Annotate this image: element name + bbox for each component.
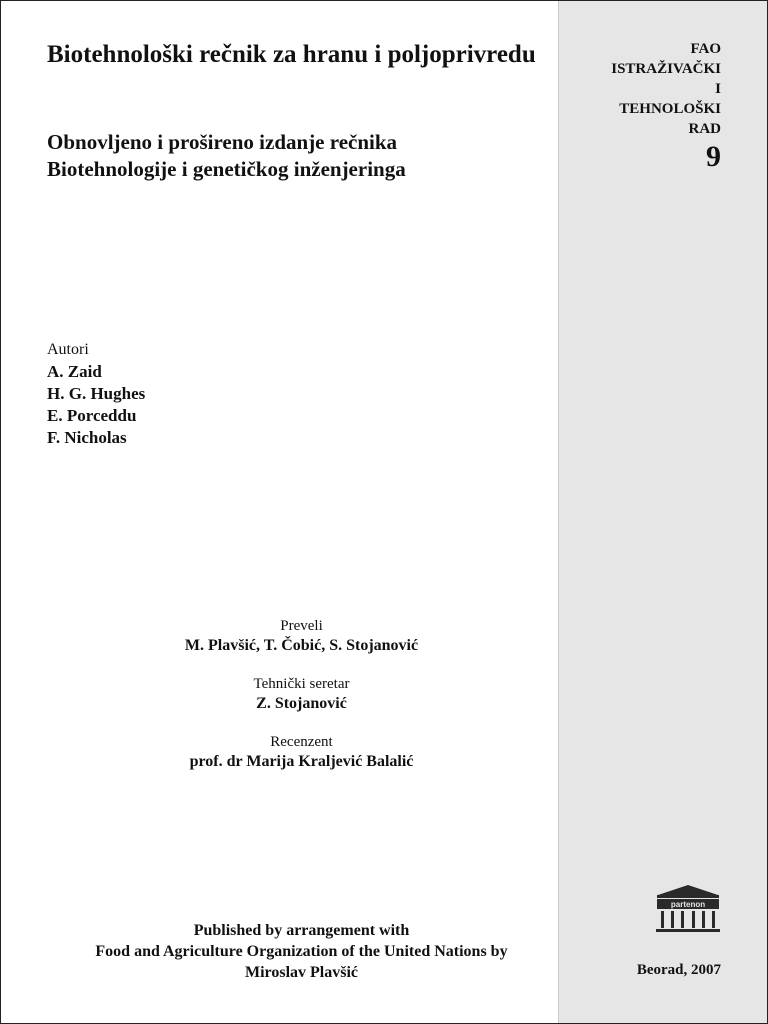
authors-label: Autori: [47, 341, 89, 358]
book-title: Biotehnološki rečnik za hranu i poljoprivredu: [47, 41, 536, 68]
city-year: Beorad, 2007: [636, 962, 721, 978]
series-number: 9: [706, 140, 721, 173]
translators-block: [1, 616, 602, 656]
series-line: TEHNOLOŠKI: [619, 101, 721, 117]
authors-section: [47, 339, 145, 449]
subtitle-line-2: Biotehnologije i genetičkog inženjeringa: [47, 157, 406, 181]
technical-secretary-block: [1, 674, 602, 714]
author-name: A. Zaid: [47, 362, 102, 381]
publication-note: [1, 920, 602, 983]
series-label: [561, 39, 721, 175]
author-name: F. Nicholas: [47, 428, 127, 447]
publication-note-line-2: Food and Agriculture Organization of the United Nations by: [95, 943, 508, 960]
publication-note-line-1: Published by arrangement with: [193, 922, 410, 939]
book-subtitle: [47, 129, 547, 183]
publication-note-line-3: Miroslav Plavšić: [244, 964, 359, 981]
series-line: RAD: [688, 121, 721, 137]
technical-secretary-label: Tehnički seretar: [253, 676, 350, 692]
publisher-logo-text: partenon: [670, 900, 706, 909]
translators-label: Preveli: [280, 618, 323, 634]
series-line: I: [715, 81, 721, 97]
reviewer-label: Recenzent: [270, 734, 333, 750]
series-line: ISTRAŽIVAČKI: [611, 61, 721, 77]
author-name: E. Porceddu: [47, 406, 137, 425]
technical-secretary-name: Z. Stojanović: [256, 695, 347, 712]
subtitle-line-1: Obnovljeno i prošireno izdanje rečnika: [47, 130, 398, 154]
series-line: FAO: [690, 41, 721, 57]
credits-section: [1, 616, 602, 790]
reviewer-name: prof. dr Marija Kraljević Balalić: [189, 753, 414, 770]
temple-icon: [654, 883, 722, 935]
translators-names: M. Plavšić, T. Čobić, S. Stojanović: [184, 637, 419, 654]
author-name: H. G. Hughes: [47, 384, 146, 403]
reviewer-block: [1, 732, 602, 772]
